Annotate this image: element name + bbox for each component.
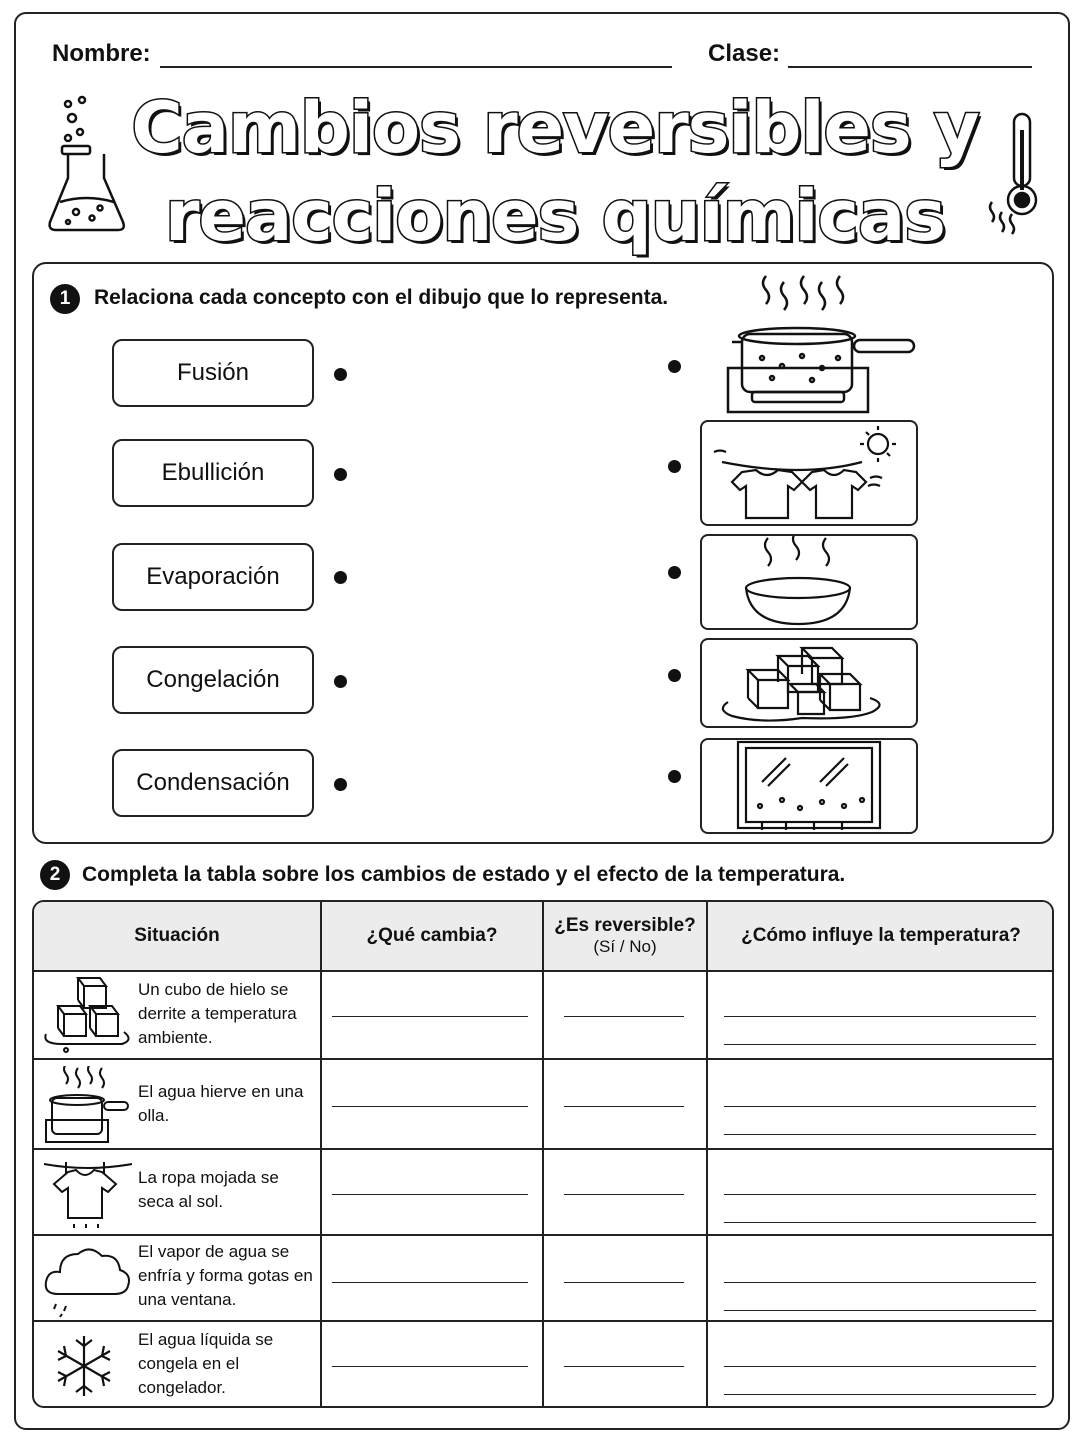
concept-fusion: Fusión (112, 339, 314, 407)
foggy-window-icon (700, 738, 918, 834)
answer-temperature-1b[interactable] (724, 1044, 1036, 1045)
snowflake-icon (52, 1334, 116, 1398)
cloud-icon (42, 1240, 134, 1318)
name-field[interactable] (160, 66, 672, 68)
steaming-bowl-icon (700, 534, 918, 630)
table-row (34, 1150, 1052, 1236)
clothesline-sun-icon (700, 420, 918, 526)
situation-text: La ropa mojada se seca al sol. (138, 1168, 279, 1211)
table-row (34, 1236, 1052, 1322)
match-dot-left-2[interactable] (334, 468, 347, 481)
name-label: Nombre: (52, 40, 151, 67)
answer-reversible-3[interactable] (564, 1194, 684, 1195)
ice-cubes-icon (42, 974, 134, 1054)
answer-what-changes-3[interactable] (332, 1194, 528, 1195)
concept-evaporacion: Evaporación (112, 543, 314, 611)
section-2-number: 2 (40, 860, 70, 890)
boiling-pot-icon (722, 274, 918, 419)
concept-condensacion: Condensación (112, 749, 314, 817)
answer-temperature-3b[interactable] (724, 1222, 1036, 1223)
header-reversible-sub: (Sí / No) (593, 937, 657, 956)
answer-temperature-4a[interactable] (724, 1282, 1036, 1283)
match-dot-left-1[interactable] (334, 368, 347, 381)
class-label: Clase: (708, 40, 781, 67)
wet-shirt-icon (42, 1156, 134, 1230)
page-title (110, 84, 1000, 260)
answer-temperature-5b[interactable] (724, 1394, 1036, 1395)
header-temperature: ¿Cómo influye la temperatura? (741, 925, 1021, 946)
match-dot-left-5[interactable] (334, 778, 347, 791)
answer-temperature-5a[interactable] (724, 1366, 1036, 1367)
boiling-pot-icon (42, 1066, 134, 1144)
match-dot-right-5[interactable] (668, 770, 681, 783)
situation-text: Un cubo de hielo se derrite a temperatura ambiente. (138, 980, 297, 1047)
thermometer-icon (986, 110, 1046, 245)
answer-temperature-3a[interactable] (724, 1194, 1036, 1195)
flask-icon (46, 94, 130, 249)
situation-text: El vapor de agua se enfría y forma gotas en una ventana. (138, 1242, 313, 1309)
class-field[interactable] (788, 66, 1032, 68)
match-dot-right-3[interactable] (668, 566, 681, 579)
concept-congelacion: Congelación (112, 646, 314, 714)
answer-temperature-2b[interactable] (724, 1134, 1036, 1135)
answer-temperature-2a[interactable] (724, 1106, 1036, 1107)
title-line-2: reacciones químicas (165, 175, 945, 257)
answer-what-changes-4[interactable] (332, 1282, 528, 1283)
melting-ice-cubes-icon (700, 638, 918, 728)
table-row (34, 970, 1052, 1060)
title-line-1: Cambios reversibles y (131, 87, 979, 169)
states-table (32, 900, 1054, 1408)
match-dot-right-4[interactable] (668, 669, 681, 682)
answer-temperature-4b[interactable] (724, 1310, 1036, 1311)
answer-what-changes-2[interactable] (332, 1106, 528, 1107)
section-2-instruction: Completa la tabla sobre los cambios de estado y el efecto de la temperatura. (82, 863, 846, 886)
table-row (34, 1322, 1052, 1408)
section-1-number: 1 (50, 284, 80, 314)
situation-text: El agua líquida se congela en el congelador. (138, 1330, 274, 1397)
header-reversible: ¿Es reversible? (Sí / No) (554, 915, 696, 956)
answer-what-changes-5[interactable] (332, 1366, 528, 1367)
answer-what-changes-1[interactable] (332, 1016, 528, 1017)
match-dot-right-1[interactable] (668, 360, 681, 373)
match-dot-left-4[interactable] (334, 675, 347, 688)
answer-reversible-2[interactable] (564, 1106, 684, 1107)
header-what-changes: ¿Qué cambia? (366, 925, 498, 946)
table-row (34, 1060, 1052, 1150)
header-situation: Situación (134, 925, 220, 946)
answer-reversible-1[interactable] (564, 1016, 684, 1017)
concept-ebullicion: Ebullición (112, 439, 314, 507)
match-dot-right-2[interactable] (668, 460, 681, 473)
section-1-instruction: Relaciona cada concepto con el dibujo que lo representa. (94, 286, 669, 309)
answer-reversible-5[interactable] (564, 1366, 684, 1367)
situation-text: El agua hierve en una olla. (138, 1082, 304, 1125)
match-dot-left-3[interactable] (334, 571, 347, 584)
answer-reversible-4[interactable] (564, 1282, 684, 1283)
answer-temperature-1a[interactable] (724, 1016, 1036, 1017)
